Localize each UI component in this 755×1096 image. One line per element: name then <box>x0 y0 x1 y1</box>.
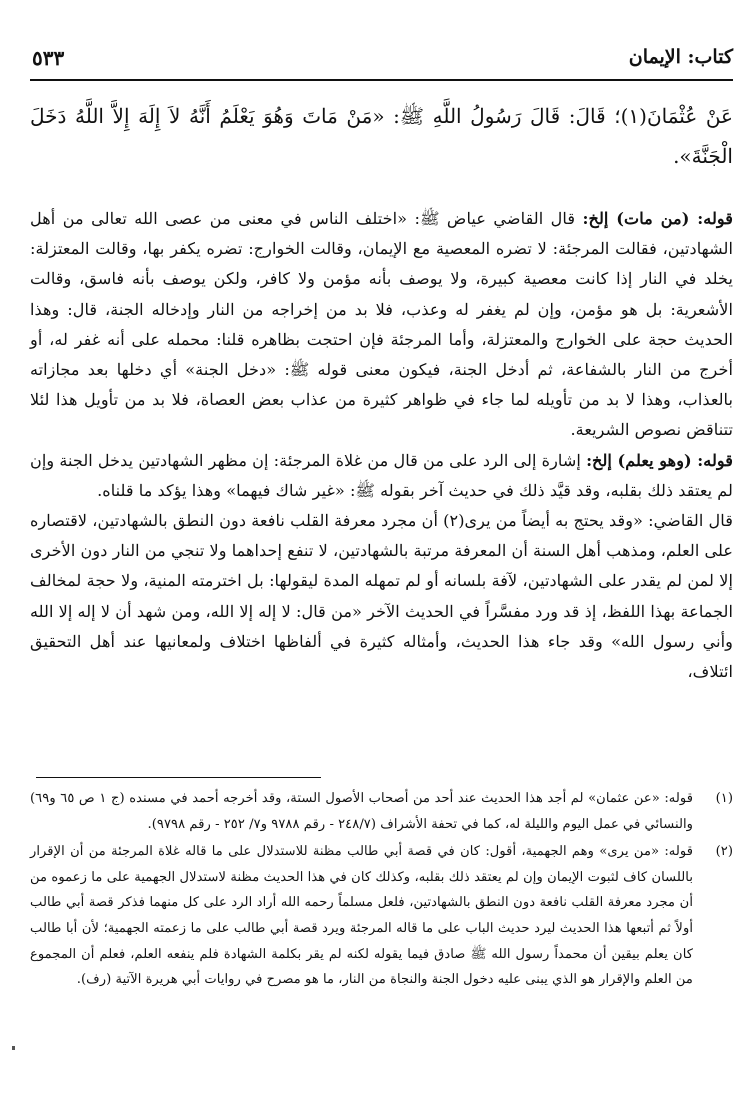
commentary-text: قال القاضي: «وقد يحتج به أيضاً من يرى(٢) أن مجرد معرفة القلب نافعة دون النطق بالشهادتين، لاقتصاره على العلم، ومذهب أهل السنة أن المعرفة مرتبة بالشهادتين، لا تنفع إحداهما ولا تنجي من النار دون الأخرى إلا لمن لم يقدر على الشهادتين، لآفة بلسانه أو لم تمهله المدة ليقولها: بل اخترمته المنية، ولا حجة لمخالف الجماعة بهذا اللفظ، إذ قد ورد مفسَّراً في الحديث الآخر «من قال: لا إله إلا الله، ومن شهد أن لا إله إلا الله وأني رسول الله» وقد جاء هذا الحديث، وأمثاله كثيرة في ألفاظها اختلاف ولمعانيها عند أهل التحقيق ائتلاف، <box>30 511 733 682</box>
book-title: كتاب: الإيمان <box>628 46 733 68</box>
commentary-lead: قوله: (وهو يعلم) إلخ: <box>586 450 733 470</box>
header-rule <box>30 79 733 81</box>
footnote <box>30 786 733 837</box>
commentary-text: إشارة إلى الرد على من قال من غلاة المرجئة: إن مظهر الشهادتين يدخل الجنة وإن لم يعتقد ذلك بقلبه، وقد قيَّد ذلك في حديث آخر بقوله ﷺ: «غير شاك فيهما» وهذا يؤكد ما قلناه. <box>29 450 733 500</box>
commentary-text: قال القاضي عياض ﷺ: «اختلف الناس في معنى من عصى الله تعالى من أهل الشهادتين، فقالت المرجئة: لا تضره المعصية مع الإيمان، وقالت الخوارج: تضره يكفر بها، وقالت المعتزلة: يخلد في النار إذا كانت معصية كبيرة، ولا يوصف بأنه مؤمن ولا كافر، ولكن يوصف بأنه فاسق، وقالت الأشعرية: بل هو مؤمن، وإن لم يغفر له وعذب، فلا بد من إخراجه من النار وإدخاله الجنة، قال: وهذا الحديث حجة على الخوارج والمعتزلة، وأما المرجئة فإن احتجت بظاهره قلنا: محمله على أنه غفر له، أو أخرج من النار بالشفاعة، ثم أدخل الجنة، فيكون معنى قوله ﷺ: «دخل الجنة» أي دخلها بعد مجازاته بالعذاب، وهذا لا بد من تأويله لما جاء في ظواهر كثيرة من عذاب بعض العصاة، فلا بد من تأويل هذا لئلا تتناقض نصوص الشريعة. <box>30 209 733 440</box>
footnote-text: قوله: «من يرى» وهم الجهمية، أقول: كان في قصة أبي طالب مظنة للاستدلال على ما قاله غلاة المرجئة من أن الإقرار باللسان كاف لثبوت الإيمان وإن لم يعتقد ذلك بقلبه، وكذلك كان في هذا الحديث مظنة لاستدلال الجهمية على ما زعموه من أن مجرد معرفة القلب نافعة دون النطق بالشهادتين، فلعل مسلماً رحمه الله أراد الرد على كل منهما فذكر قصة أبي طالب أولاً ثم أتبعها هذا الحديث ليرد حديث الباب على ما قاله المرجئة ويرد قصة أبي طالب على ما زعمته الجهمية؛ لأن أبا طالب كان يعلم بيقين أن محمداً رسول الله ﷺ صادق فيما يقوله لكنه لم يقر بكلمة الشهادة فلم ينفعه العلم، فعلم أن المجموع من العلم والإقرار هو الذي يبنى عليه دخول الجنة والنجاة من النار، ما هو مصرح في روايات أبي هريرة الآتية (رف). <box>30 844 693 988</box>
footnote-separator <box>36 777 321 778</box>
footnote <box>30 839 733 993</box>
commentary-paragraph <box>30 506 733 687</box>
commentary-paragraph <box>30 204 733 446</box>
hadith-text: عَنْ عُثْمَانَ(١)؛ قَالَ: قَالَ رَسُولُ اللَّهِ ﷺ: «مَنْ مَاتَ وَهُوَ يَعْلَمُ أَنَّهُ لاَ إِلَهَ إِلاَّ اللَّهُ دَخَلَ الْجَنَّةَ». <box>30 104 733 168</box>
footnote-number: (١) <box>715 791 733 806</box>
commentary-paragraph <box>30 446 733 506</box>
scan-mark <box>12 1046 15 1050</box>
page-number: ٥٣٣ <box>32 46 65 70</box>
commentary-lead: قوله: (من مات) إلخ: <box>582 209 733 228</box>
footnote-text: قوله: «عن عثمان» لم أجد هذا الحديث عند أحد من أصحاب الأصول الستة، وقد أخرجه أحمد في مسنده (ج ١ ص ٦٥ و٦٩) والنسائي في عمل اليوم والليلة له، كما في تحفة الأشراف (٢٤٨/٧ - رقم ٩٧٨٨ و٧/ ٢٥٢ - رقم ٩٧٩٨). <box>30 791 694 832</box>
page-header <box>30 42 733 82</box>
footnote-number: (٢) <box>715 844 733 860</box>
commentary-body <box>30 204 733 687</box>
footnotes <box>30 786 733 995</box>
